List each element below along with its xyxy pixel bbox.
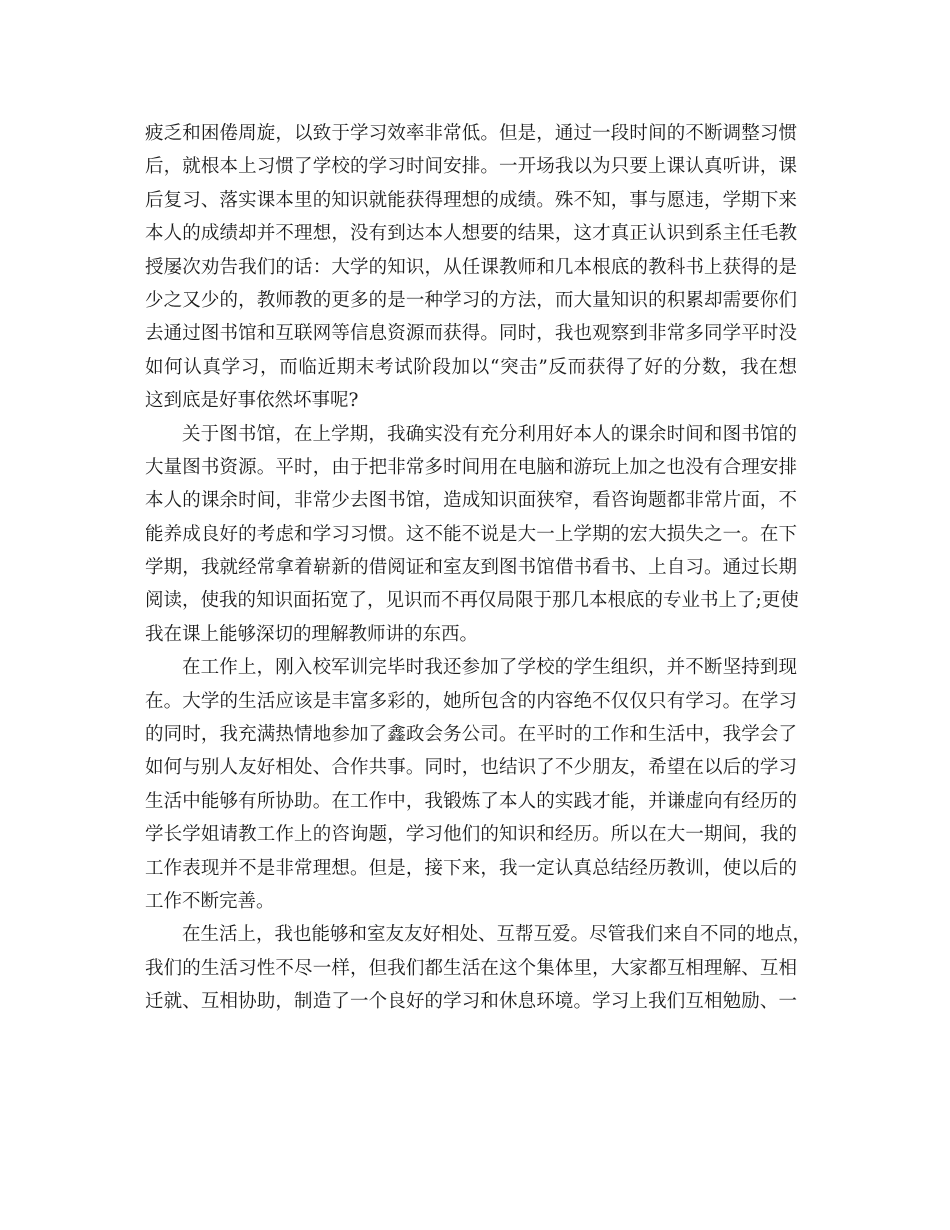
text-line: 后，就根本上习惯了学校的学习时间安排。一开场我以为只要上课认真听讲，课 [145, 156, 797, 178]
text-line: 在。大学的生活应该是丰富多彩的，她所包含的内容绝不仅仅只有学习。在学习 [145, 690, 797, 712]
text-line: 本人的成绩却并不理想，没有到达本人想要的结果，这才真正认识到系主任毛教 [145, 223, 797, 245]
paragraph [145, 651, 797, 918]
text-line: 我们的生活习性不尽一样，但我们都生活在这个集体里，大家都互相理解、互相 [145, 957, 797, 979]
paragraph [145, 418, 797, 652]
text-line: 后复习、落实课本里的知识就能获得理想的成绩。殊不知，事与愿违，学期下来 [145, 189, 797, 211]
text-line: 本人的课余时间，非常少去图书馆，造成知识面狭窄，看咨询题都非常片面，不 [145, 490, 797, 512]
text-line: 如何认真学习，而临近期末考试阶段加以“突击”反而获得了好的分数，我在想 [145, 356, 797, 378]
text-line: 生活中能够有所协助。在工作中，我锻炼了本人的实践才能，并谦虚向有经历的 [145, 790, 797, 812]
text-line: 大量图书资源。平时，由于把非常多时间用在电脑和游玩上加之也没有合理安排 [145, 456, 797, 478]
text-line: 学期，我就经常拿着崭新的借阅证和室友到图书馆借书看书、上自习。通过长期 [145, 557, 797, 579]
text-line: 我在课上能够深切的理解教师讲的东西。 [145, 623, 479, 645]
text-line: 授屡次劝告我们的话：大学的知识，从任课教师和几本根底的教科书上获得的是 [145, 256, 797, 278]
text-line: 学长学姐请教工作上的咨询题，学习他们的知识和经历。所以在大一期间，我的 [145, 824, 797, 846]
text-line: 工作表现并不是非常理想。但是，接下来，我一定认真总结经历教训，使以后的 [145, 857, 797, 879]
text-line: 能养成良好的考虑和学习习惯。这不能不说是大一上学期的宏大损失之一。在下 [145, 523, 797, 545]
text-line: 在生活上，我也能够和室友友好相处、互帮互爱。尽管我们来自不同的地点， [182, 924, 812, 946]
text-line: 的同时，我充满热情地参加了鑫政会务公司。在平时的工作和生活中，我学会了 [145, 724, 797, 746]
text-line: 在工作上，刚入校军训完毕时我还参加了学校的学生组织，并不断坚持到现 [182, 657, 797, 679]
body-text [145, 117, 812, 1019]
paragraph [145, 117, 797, 418]
paragraph [145, 918, 812, 1018]
text-line: 少之又少的，教师教的更多的是一种学习的方法，而大量知识的积累却需要你们 [145, 289, 797, 311]
text-line: 工作不断完善。 [145, 890, 275, 912]
text-line: 去通过图书馆和互联网等信息资源而获得。同时，我也观察到非常多同学平时没 [145, 323, 797, 345]
text-line: 阅读，使我的知识面拓宽了，见识而不再仅局限于那几本根底的专业书上了;更使 [145, 590, 799, 612]
text-line: 迁就、互相协助，制造了一个良好的学习和休息环境。学习上我们互相勉励、一 [145, 991, 797, 1013]
text-line: 疲乏和困倦周旋，以致于学习效率非常低。但是，通过一段时间的不断调整习惯 [145, 123, 797, 144]
text-line: 这到底是好事依然坏事呢? [145, 390, 359, 412]
text-line: 如何与别人友好相处、合作共事。同时，也结识了不少朋友，希望在以后的学习 [145, 757, 797, 779]
text-line: 关于图书馆，在上学期，我确实没有充分利用好本人的课余时间和图书馆的 [182, 423, 797, 445]
